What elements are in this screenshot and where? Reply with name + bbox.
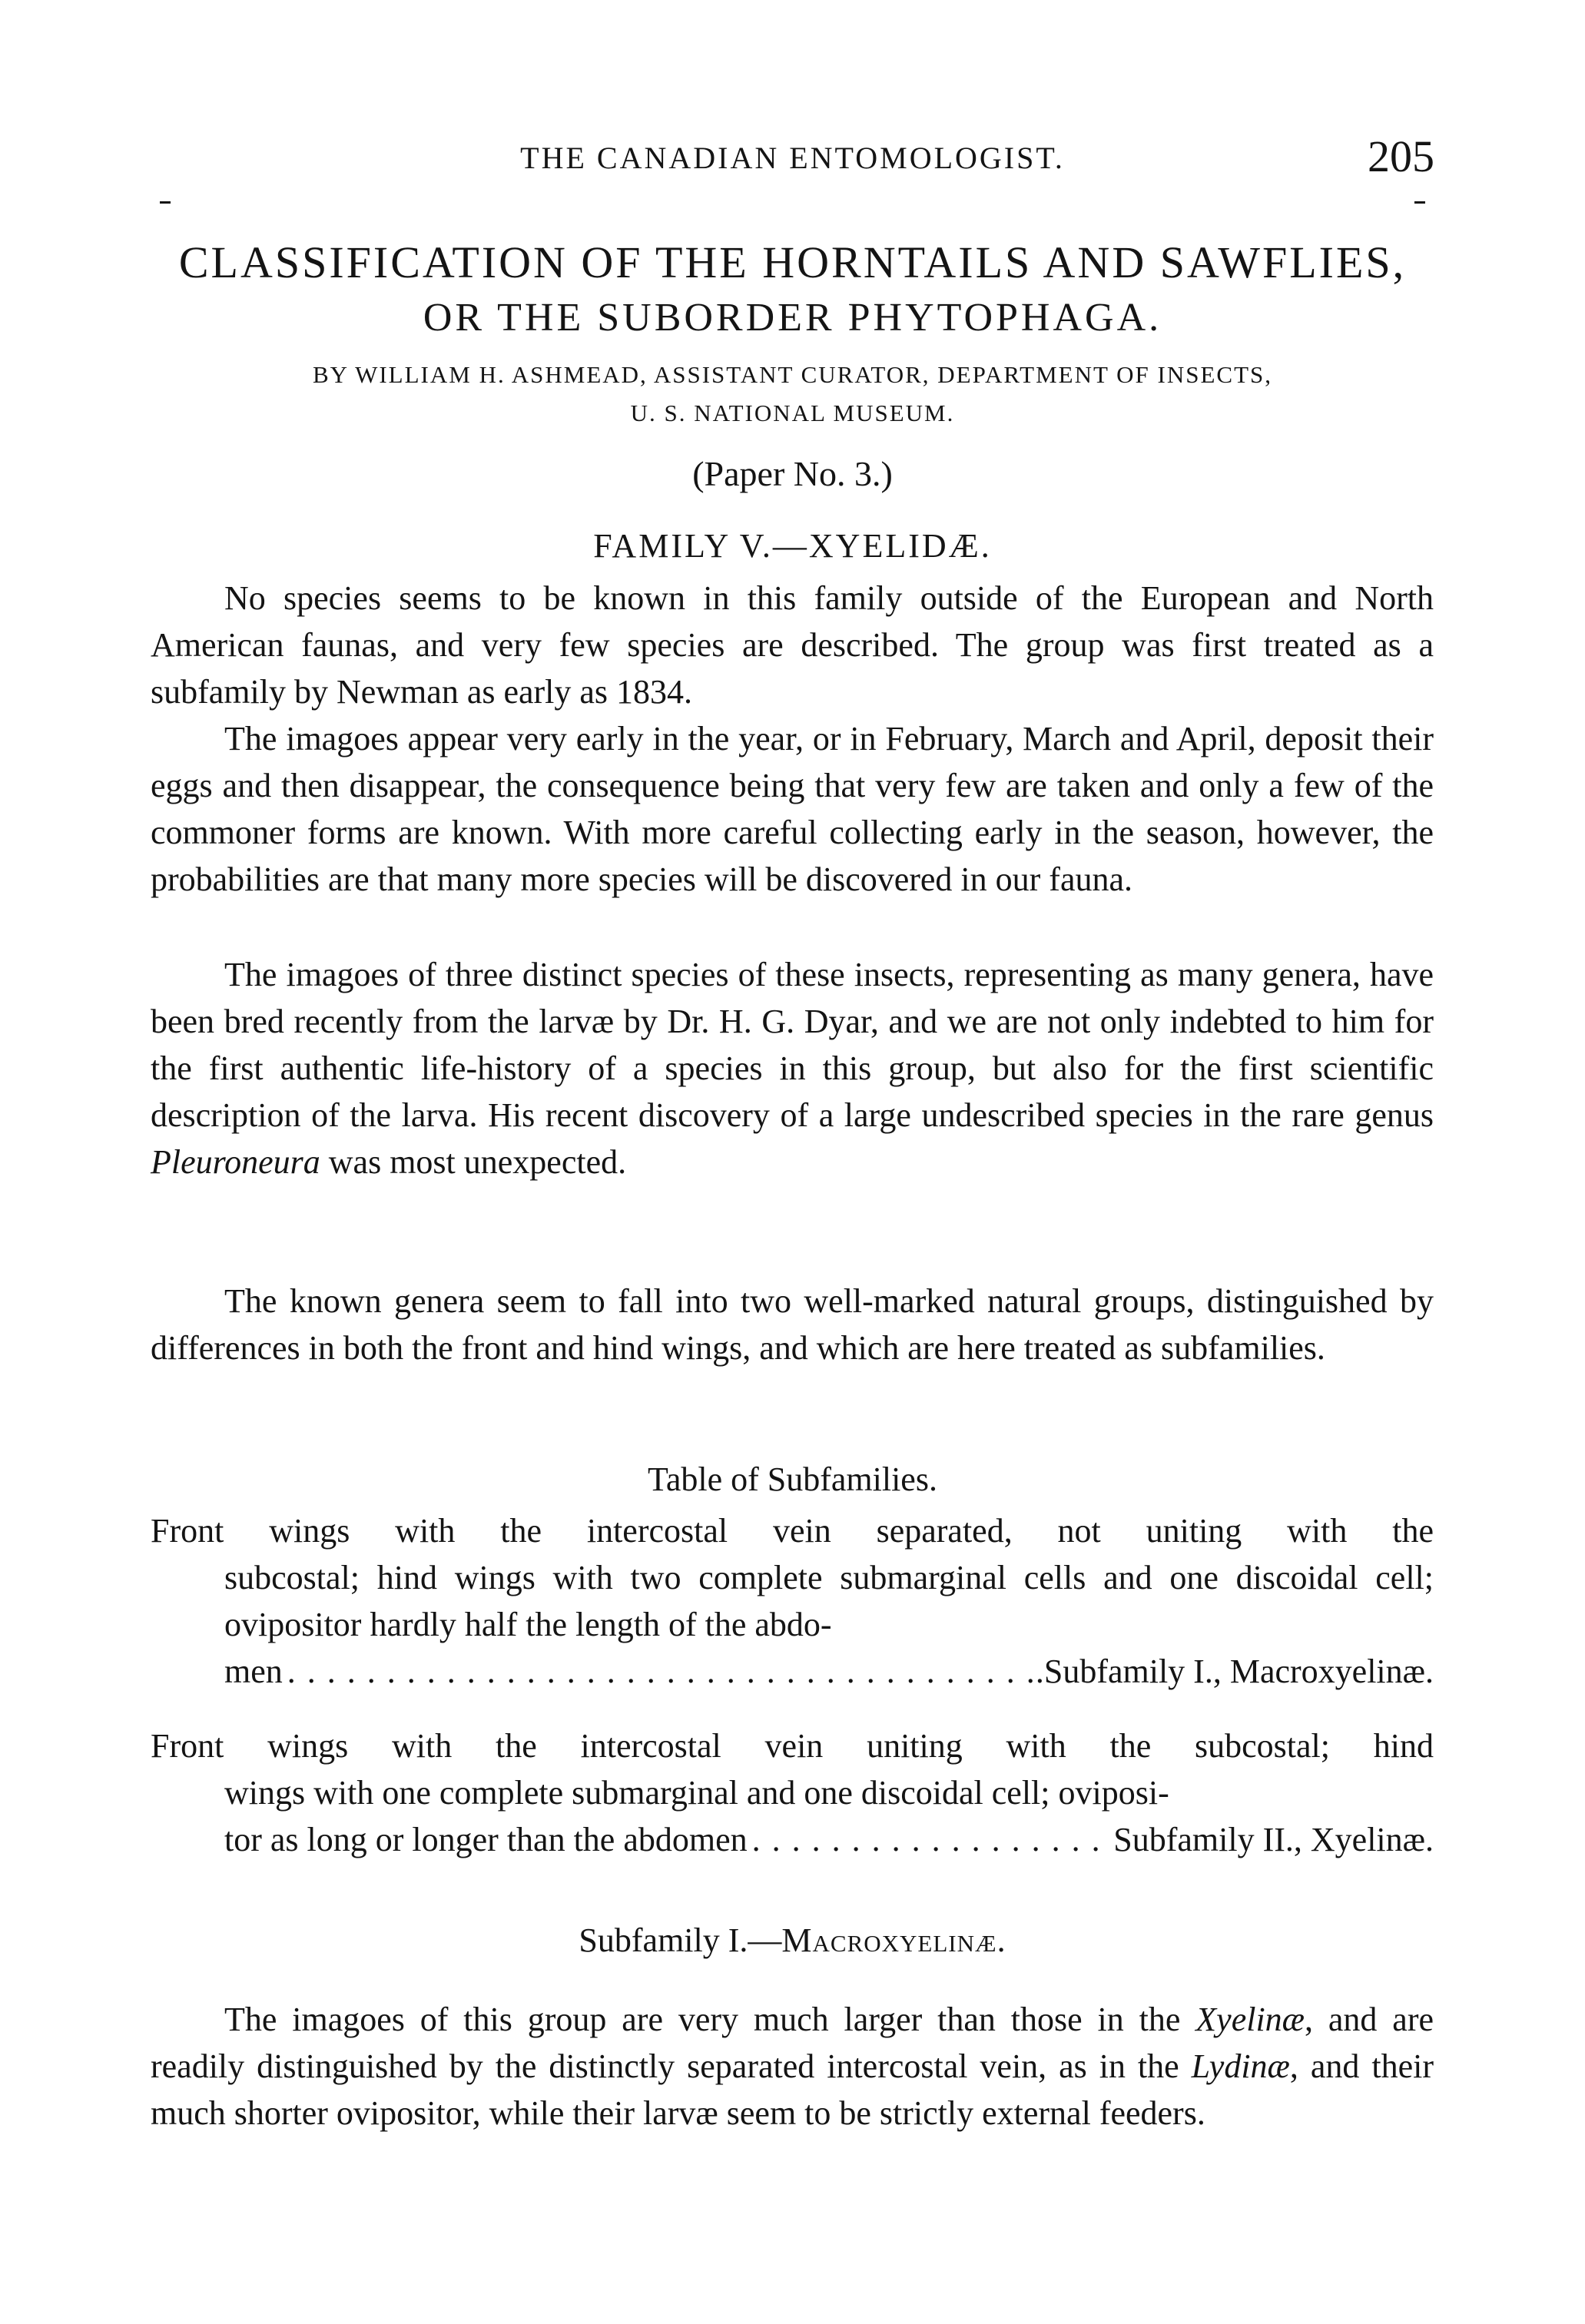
paragraph-imagoes-season: The imagoes appear very early in the year, or in February, March and April, deposit their eggs and then disappear, the consequence being that very few are taken and only a few of the commoner forms are known. With more careful collecting early in the season, however, the probabilities are that many more species will be discovered in our fauna. (151, 720, 1434, 898)
paragraph-text: was most unexpected. (320, 1143, 627, 1181)
subfamily-heading (151, 1921, 1434, 1960)
paragraph-family-intro: No species seems to be known in this family outside of the European and North American faunas, and very few species are described. The group was first treated as a subfamily by Newman as early as 1834. (151, 579, 1434, 711)
key-entry-text: Front wings with the intercostal vein separated, not uniting with the (151, 1512, 1434, 1550)
article-title-line-1: CLASSIFICATION OF THE HORNTAILS AND SAWFLIES, (178, 237, 1407, 287)
key-entry-text: subcostal; hind wings with two complete submarginal cells and one discoidal cell; ovipositor hardly half the length of the abdo- (224, 1559, 1434, 1643)
subfamily-reference: .Subfamily I., Macroxyelinæ. (1035, 1653, 1434, 1690)
byline-line-1: BY WILLIAM H. ASHMEAD, ASSISTANT CURATOR, DEPARTMENT OF INSECTS, (313, 361, 1272, 388)
subfamily-reference: Subfamily II., Xyelinæ. (1113, 1821, 1434, 1858)
key-entry-final-line (151, 1648, 1434, 1695)
key-entry-text: tor as long or longer than the abdomen (224, 1821, 748, 1858)
running-head (151, 131, 1434, 184)
journal-title: THE CANADIAN ENTOMOLOGIST. (520, 141, 1065, 175)
paragraph-text: The imagoes of this group are very much larger than those in the (224, 2001, 1196, 2038)
subfamily-heading-name: Macroxyelinæ. (781, 1921, 1006, 1959)
byline-line-2: U. S. NATIONAL MUSEUM. (630, 399, 955, 426)
genus-name: Pleuroneura (151, 1143, 320, 1181)
taxon-name: Lydinæ (1191, 2047, 1290, 2085)
paragraph-bred-species (151, 951, 1434, 1185)
dot-leader (748, 1816, 1114, 1863)
article-title-line-2: OR THE SUBORDER PHYTOPHAGA. (423, 296, 1162, 340)
subfamily-heading-prefix: Subfamily I.— (579, 1921, 782, 1959)
dot-leader (283, 1648, 1036, 1695)
table-heading: Table of Subfamilies. (648, 1460, 937, 1498)
paragraph-natural-groups: The known genera seem to fall into two well-marked natural groups, distinguished by differences in both the front and hind wings, and which are here treated as subfamilies. (151, 1282, 1434, 1367)
paragraph-text: The imagoes of three distinct species of these insects, representing as many genera, have been bred recently from the larvæ by Dr. H. G. Dyar, and we are not only indebted to him for the first authentic life-history of a species in this group, but also for the first scientific description of the larva. His recent discovery of a large undescribed species in the rare genus (151, 956, 1434, 1134)
taxon-name: Xyelinæ (1195, 2001, 1305, 2038)
family-heading: FAMILY V.—XYELIDÆ. (593, 527, 992, 565)
paragraph-text: , and are readily distinguished by the distinctly separated intercostal vein, as in the (151, 2001, 1434, 2085)
paper-number: (Paper No. 3.) (692, 454, 893, 493)
paragraph-macroxyelinae (151, 1996, 1434, 2137)
key-entry-text: wings with one complete submarginal and one discoidal cell; oviposi- (224, 1774, 1169, 1812)
key-entry-text: men (224, 1653, 283, 1690)
paragraph-text: , and their much shorter ovipositor, while their larvæ seem to be strictly external feeders. (151, 2047, 1434, 2132)
rule-mark-left (160, 201, 171, 204)
rule-mark-right (1414, 201, 1425, 204)
page-number: 205 (1368, 131, 1434, 181)
key-entry-subfamily-2 (151, 1722, 1434, 1863)
key-entry-final-line (151, 1816, 1434, 1863)
key-entry-subfamily-1 (151, 1507, 1434, 1695)
key-entry-text: Front wings with the intercostal vein uniting with the subcostal; hind (151, 1727, 1434, 1765)
